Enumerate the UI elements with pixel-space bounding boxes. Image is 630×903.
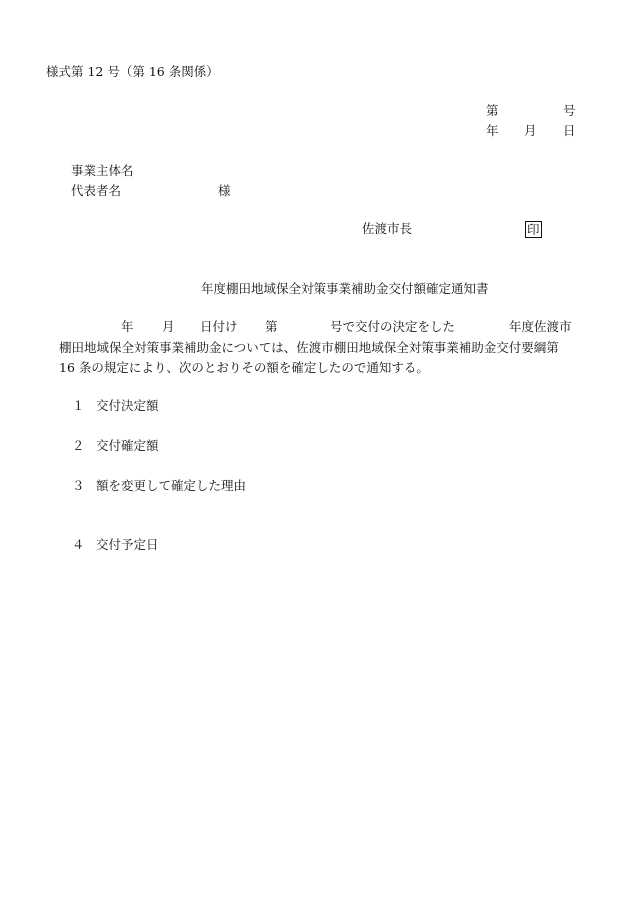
seal-text: 印: [527, 222, 540, 237]
date-day: 日: [563, 123, 576, 138]
item-1-label: 交付決定額: [96, 398, 159, 413]
item-2-label: 交付確定額: [96, 438, 159, 453]
body-date-suffix: 日付け: [200, 319, 238, 334]
body-dai: 第: [265, 319, 278, 334]
body-year: 年: [121, 319, 134, 334]
item-3-label: 額を変更して確定した理由: [96, 478, 247, 493]
form-label: 様式第 12 号（第 16 条関係）: [46, 64, 219, 79]
date-month: 月: [524, 123, 537, 138]
document-title: 年度棚田地域保全対策事業補助金交付額確定通知書: [201, 281, 489, 296]
entity-name-label: 事業主体名: [71, 163, 134, 178]
item-3-number: ３: [72, 478, 85, 493]
item-4-label: 交付予定日: [96, 537, 159, 552]
doc-number-suffix: 号: [563, 103, 576, 118]
doc-number-prefix: 第: [486, 103, 499, 118]
item-2-number: ２: [72, 438, 85, 453]
body-decision-clause: 号で交付の決定をした: [330, 319, 456, 334]
item-1-number: １: [72, 398, 85, 413]
issuer-title: 佐渡市長: [362, 221, 413, 236]
honorific: 様: [218, 183, 231, 198]
seal-mark: [525, 221, 542, 238]
body-line-2: 棚田地域保全対策事業補助金については、佐渡市棚田地域保全対策事業補助金交付要綱第: [59, 340, 559, 355]
item-4-number: ４: [72, 537, 85, 552]
body-fiscal-year-city: 年度佐渡市: [509, 319, 572, 334]
representative-label: 代表者名: [71, 183, 122, 198]
body-month: 月: [162, 319, 175, 334]
body-line-3: 16 条の規定により、次のとおりその額を確定したので通知する。: [59, 360, 429, 375]
date-year: 年: [486, 123, 499, 138]
